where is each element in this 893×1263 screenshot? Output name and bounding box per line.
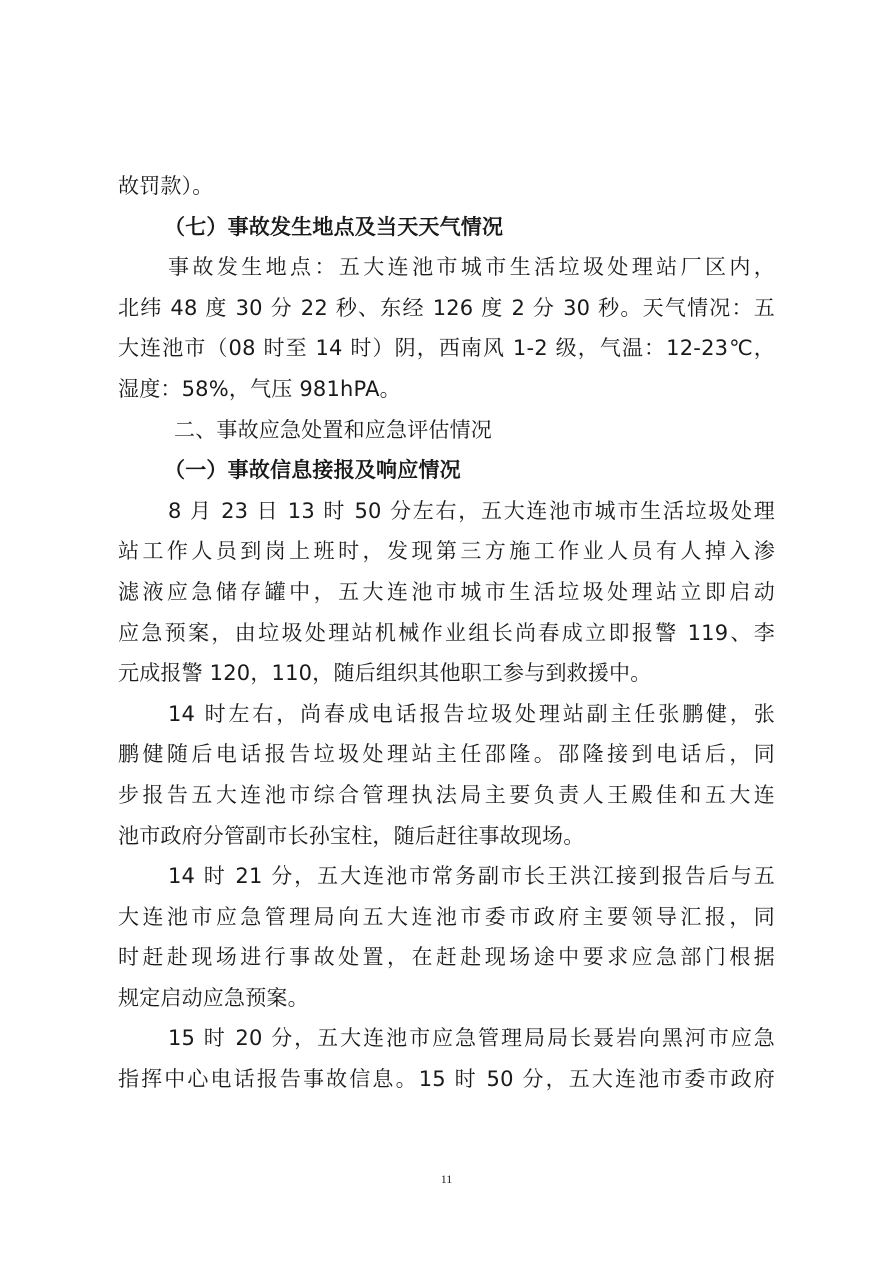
paragraph-line: 大连池市应急管理局向五大连池市委市政府主要领导汇报，同: [118, 904, 775, 929]
paragraph-line: 15 时 20 分，五大连池市应急管理局局长聂岩向黑河市应急: [168, 1026, 775, 1051]
paragraph-line: 鹏健随后电话报告垃圾处理站主任邵隆。邵隆接到电话后，同: [118, 742, 775, 767]
subsection-heading-1: （一）事故信息接报及响应情况: [164, 457, 461, 483]
paragraph-line: 北纬 48 度 30 分 22 秒、东经 126 度 2 分 30 秒。天气情况：五: [118, 295, 775, 320]
paragraph-line: 时赶赴现场进行事故处置，在赶赴现场途中要求应急部门根据: [118, 945, 775, 970]
paragraph-line: 元成报警 120，110，随后组织其他职工参与到救援中。: [118, 661, 652, 686]
paragraph-line: 站工作人员到岗上班时，发现第三方施工作业人员有人掉入渗: [118, 539, 775, 564]
paragraph-line: 14 时左右，尚春成电话报告垃圾处理站副主任张鹏健，张: [168, 701, 775, 726]
page-number: 11: [440, 1172, 453, 1186]
section-heading-2: 二、事故应急处置和应急评估情况: [174, 417, 492, 442]
paragraph-line: 步报告五大连池市综合管理执法局主要负责人王殿佳和五大连: [118, 782, 775, 807]
paragraph-line: 故罚款）。: [118, 174, 214, 198]
paragraph-line: 湿度：58%，气压 981hPA。: [118, 376, 401, 401]
paragraph-line: 规定启动应急预案。: [118, 985, 309, 1010]
paragraph-line: 池市政府分管副市长孙宝柱，随后赶往事故现场。: [118, 823, 585, 848]
paragraph-line: 14 时 21 分，五大连池市常务副市长王洪江接到报告后与五: [168, 864, 775, 889]
paragraph-line: 事故发生地点：五大连池市城市生活垃圾处理站厂区内，: [168, 255, 775, 280]
paragraph-line: 大连池市（08 时至 14 时）阴，西南风 1-2 级，气温：12-23℃，: [118, 336, 775, 361]
paragraph-line: 滤液应急储存罐中，五大连池市城市生活垃圾处理站立即启动: [118, 579, 775, 604]
document-body: [118, 166, 775, 1100]
paragraph-line: 8 月 23 日 13 时 50 分左右，五大连池市城市生活垃圾处理: [168, 498, 775, 523]
paragraph-line: 应急预案，由垃圾处理站机械作业组长尚春成立即报警 119、李: [118, 620, 775, 645]
subsection-heading-7: （七）事故发生地点及当天天气情况: [164, 213, 504, 239]
paragraph-line: 指挥中心电话报告事故信息。15 时 50 分，五大连池市委市政府: [118, 1067, 775, 1092]
